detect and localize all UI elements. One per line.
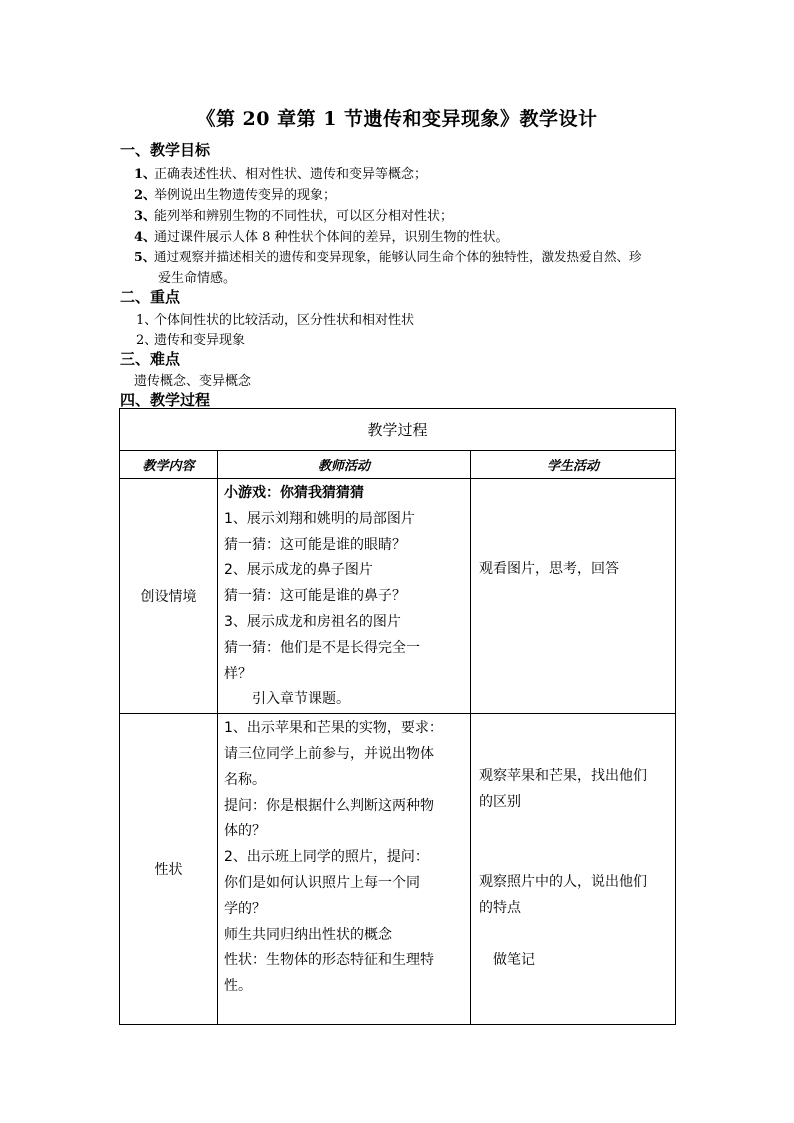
teacher-line: 性状：生物体的形态特征和生理特 [224, 952, 434, 969]
student-activity [471, 479, 676, 714]
section-heading-difficulty: 三、难点 [120, 350, 181, 368]
column-header-content: 教学内容 [120, 451, 218, 479]
row-label: 性状 [120, 714, 218, 1025]
key-item [136, 309, 414, 328]
section-heading-goals: 一、教学目标 [120, 141, 211, 159]
section-heading-key: 二、重点 [120, 288, 181, 306]
teacher-line: 3、展示成龙和房祖名的图片 [224, 613, 401, 630]
teacher-line: 猜一猜：他们是不是长得完全一 [224, 639, 420, 656]
student-line: 观察照片中的人，说出他们 [479, 874, 647, 891]
goal-text: 正确表述性状、相对性状、遗传和变异等概念； [154, 167, 428, 182]
goal-number: 3、 [134, 209, 157, 224]
teacher-activity [218, 479, 471, 714]
table-caption: 教学过程 [120, 409, 676, 451]
student-line: 观看图片，思考，回答 [479, 561, 619, 577]
key-text: 遗传和变异现象 [154, 333, 246, 348]
teacher-line: 猜一猜：这可能是谁的鼻子？ [224, 588, 406, 605]
goal-item [134, 247, 642, 265]
student-line: 做笔记 [479, 952, 535, 969]
key-item [136, 329, 245, 348]
teacher-line: 引入章节课题。 [224, 691, 350, 708]
student-activity [471, 714, 676, 1025]
teacher-line: 性。 [224, 978, 252, 995]
goal-number: 5、 [134, 249, 156, 264]
table-row [120, 479, 676, 714]
goal-text: 能列举和辨别生物的不同性状，可以区分相对性状； [154, 209, 454, 224]
goal-text: 通过观察并描述相关的遗传和变异现象，能够认同生命个体的独特性，激发热爱自然、珍 [154, 249, 642, 264]
process-table [119, 408, 676, 1025]
goal-item [134, 205, 453, 224]
teacher-line: 1、展示刘翔和姚明的局部图片 [224, 510, 415, 527]
row-label: 创设情境 [120, 479, 218, 714]
goal-item [134, 184, 336, 203]
key-number: 1、 [136, 313, 158, 328]
goal-number: 4、 [134, 230, 157, 245]
teacher-line: 样？ [224, 665, 252, 682]
teacher-line: 体的？ [224, 823, 266, 840]
difficulty-text: 遗传概念、变异概念 [134, 374, 252, 389]
table-row [120, 714, 676, 1025]
goal-text-continued: 爱生命情感。 [158, 271, 237, 286]
goal-number: 1、 [134, 167, 157, 182]
goal-number: 2、 [134, 188, 157, 203]
student-line: 的区别 [479, 794, 521, 811]
key-number: 2、 [136, 333, 158, 348]
goal-item [134, 163, 427, 182]
goal-text: 举例说出生物遗传变异的现象； [154, 188, 337, 203]
teacher-line: 1、出示苹果和芒果的实物，要求： [224, 720, 443, 737]
teacher-line: 2、出示班上同学的照片，提问： [224, 849, 429, 866]
column-header-teacher: 教师活动 [218, 451, 471, 479]
goal-text: 通过课件展示人体 8 种性状个体间的差异，识别生物的性状。 [154, 230, 509, 245]
teacher-line: 猜一猜：这可能是谁的眼睛？ [224, 536, 406, 553]
section-heading-process: 四、教学过程 [120, 391, 211, 409]
document-title: 《第 20 章第 1 节遗传和变异现象》教学设计 [196, 108, 598, 130]
teacher-line: 2、展示成龙的鼻子图片 [224, 562, 373, 579]
teacher-activity [218, 714, 471, 1025]
teacher-line: 请三位同学上前参与，并说出物体 [224, 745, 434, 762]
key-text: 个体间性状的比较活动，区分性状和相对性状 [154, 313, 415, 328]
teacher-line: 学的？ [224, 900, 266, 917]
student-line: 的特点 [479, 900, 521, 917]
teacher-line: 名称。 [224, 771, 266, 788]
goal-item [134, 226, 509, 245]
teacher-line: 师生共同归纳出性状的概念 [224, 926, 392, 943]
column-header-student: 学生活动 [471, 451, 676, 479]
teacher-line: 提问：你是根据什么判断这两种物 [224, 797, 434, 814]
teacher-line: 你们是如何认识照片上每一个同 [224, 874, 420, 891]
teacher-line: 小游戏：你猜我猜猜猜 [224, 485, 364, 501]
student-line: 观察苹果和芒果，找出他们 [479, 768, 647, 785]
